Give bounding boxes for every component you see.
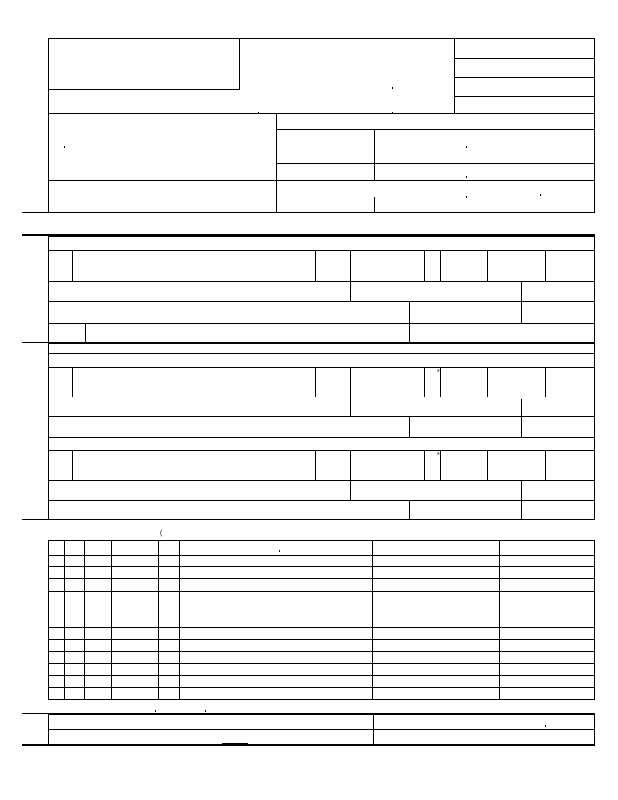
section-b-row-1 <box>48 250 595 251</box>
section-c-row <box>48 367 595 368</box>
section-a-tick <box>466 146 467 148</box>
footer-row <box>48 729 595 730</box>
section-a-right-row-2 <box>276 163 595 164</box>
section-b-col <box>521 281 522 323</box>
asterisk-mark: * <box>437 452 440 459</box>
footer-block <box>48 714 595 746</box>
section-c-row <box>48 450 595 451</box>
section-a-col-divider <box>374 129 375 180</box>
separator-6 <box>22 744 595 746</box>
section-b-col <box>350 250 351 301</box>
section-b-row-2 <box>48 281 595 282</box>
section-c-col <box>440 367 441 397</box>
section-a-left-row <box>48 180 276 181</box>
footer-tick <box>205 710 206 712</box>
section-b-col <box>545 250 546 281</box>
section-b <box>48 236 595 343</box>
section-a-col-stub <box>374 197 375 213</box>
section-a-right-row-1 <box>276 129 595 130</box>
section-c-col <box>315 450 316 480</box>
item-table-col <box>111 540 112 700</box>
item-table-tick <box>111 550 112 552</box>
section-b-row-3 <box>48 301 595 302</box>
item-table-col <box>179 540 180 700</box>
section-c-col <box>350 367 351 416</box>
section-b-col <box>409 301 410 343</box>
section-b-col <box>85 323 86 343</box>
header-right-row-1 <box>454 58 595 59</box>
item-table-row <box>48 566 595 567</box>
item-table-col <box>64 540 65 700</box>
section-c-col <box>545 450 546 480</box>
item-table-row <box>48 578 595 579</box>
title-box <box>48 38 240 90</box>
section-a-tick <box>64 146 65 148</box>
lot-mark: ( <box>160 530 163 537</box>
item-table-row <box>48 639 595 640</box>
section-c-col <box>72 450 73 480</box>
section-c-col <box>409 500 410 520</box>
section-c-row <box>48 437 595 438</box>
header-divider <box>454 38 455 114</box>
section-c-col <box>409 416 410 437</box>
section-c-row <box>48 480 595 481</box>
section-a-tick <box>466 176 467 178</box>
section-c <box>48 343 595 520</box>
section-c-row <box>48 416 595 417</box>
section-c-col <box>545 367 546 397</box>
section-c-col <box>521 480 522 520</box>
section-c-col <box>487 367 488 397</box>
section-b-row-4 <box>48 323 595 324</box>
section-c-col <box>440 450 441 480</box>
item-table-header-row <box>48 555 595 556</box>
section-c-col <box>487 450 488 480</box>
section-c-col <box>521 399 522 437</box>
footer-tick <box>545 725 546 727</box>
item-table-row <box>48 627 595 628</box>
section-c-col <box>315 367 316 397</box>
section-c-row <box>48 500 595 501</box>
item-table <box>48 540 595 700</box>
asterisk-mark: * <box>437 369 440 376</box>
header-right-row-3 <box>454 96 595 97</box>
item-table-col <box>84 540 85 700</box>
section-b-col <box>72 250 73 281</box>
footer-divider <box>373 714 374 746</box>
item-table-tick <box>279 550 280 552</box>
section-b-col <box>487 250 488 281</box>
separator-1 <box>22 212 595 213</box>
section-c-col <box>72 367 73 397</box>
section-b-col <box>440 250 441 281</box>
item-table-row <box>48 675 595 676</box>
section-c-col <box>350 450 351 500</box>
header-right-row-2 <box>454 77 595 78</box>
item-table-col <box>499 540 500 700</box>
item-table-col <box>158 540 159 700</box>
section-c-col <box>424 367 425 397</box>
section-a-tick <box>466 196 467 198</box>
item-table-row <box>48 663 595 664</box>
section-b-col <box>424 250 425 281</box>
item-table-col <box>372 540 373 700</box>
item-table-row <box>48 687 595 688</box>
section-c-row <box>48 353 595 354</box>
item-table-row <box>48 591 595 592</box>
footer-tick <box>155 710 156 712</box>
item-table-row <box>48 651 595 652</box>
section-a-right-row-3 <box>276 180 595 181</box>
section-a-tick <box>540 194 541 196</box>
separator-4 <box>22 519 595 520</box>
section-c-col <box>424 450 425 480</box>
header-tick <box>392 87 393 89</box>
section-b-col <box>315 250 316 281</box>
